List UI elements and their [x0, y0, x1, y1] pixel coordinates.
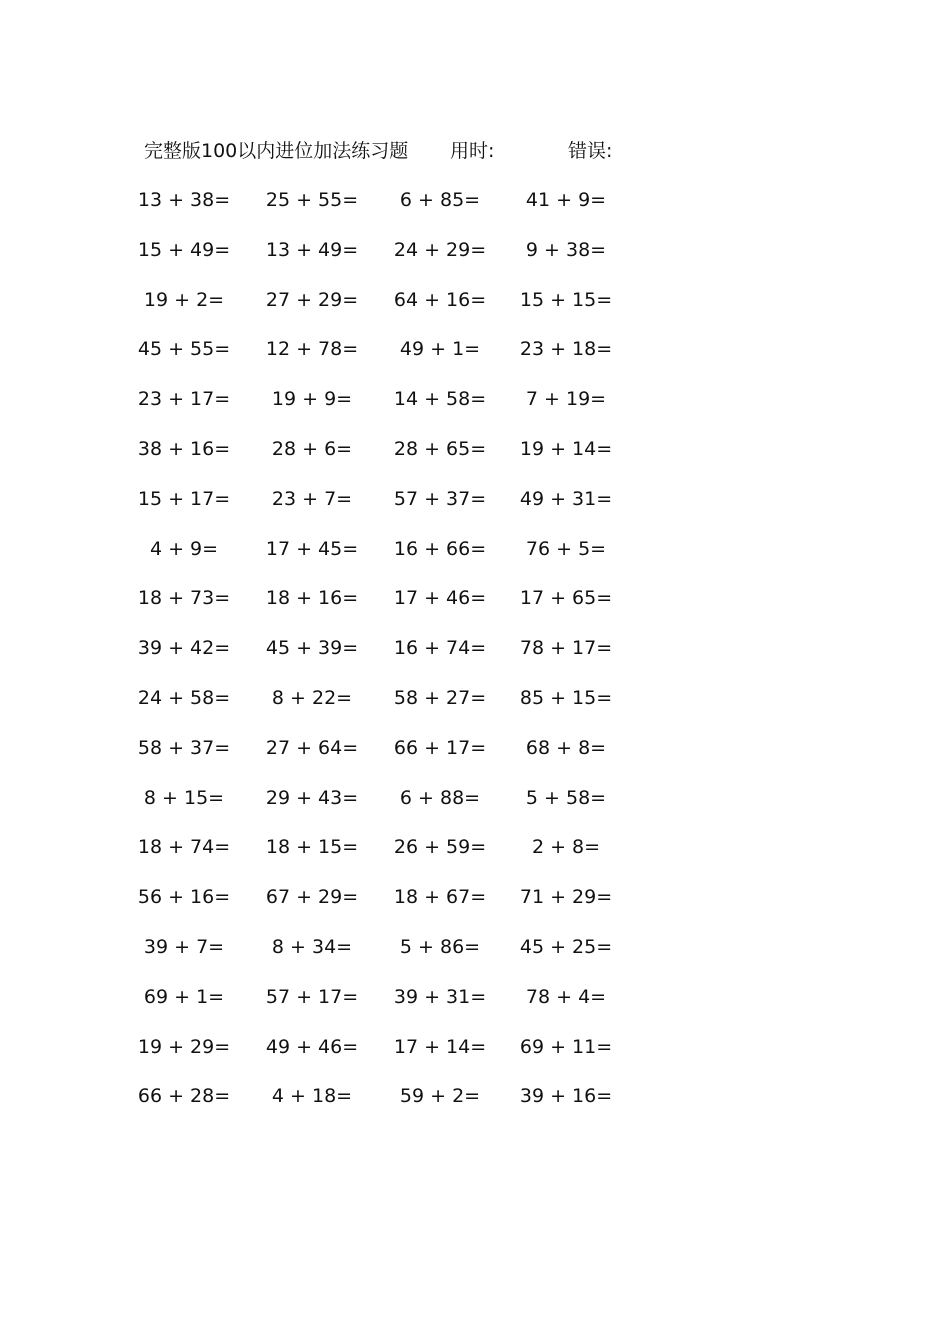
addition-problem: 58 + 27=	[393, 687, 487, 709]
addition-problem: 17 + 65=	[519, 587, 613, 610]
addition-problem: 23 + 7=	[271, 487, 353, 510]
addition-problem: 68 + 8=	[525, 736, 607, 759]
problem-row	[0, 633, 950, 663]
worksheet-title: 完整版100以内进位加法练习题	[144, 140, 409, 162]
addition-problem: 49 + 46=	[265, 1035, 359, 1058]
addition-problem: 16 + 74=	[393, 637, 487, 660]
addition-problem: 49 + 31=	[519, 487, 613, 510]
addition-problem: 45 + 25=	[519, 936, 613, 958]
addition-problem: 17 + 46=	[393, 587, 487, 610]
addition-problem: 26 + 59=	[393, 836, 487, 859]
addition-problem: 24 + 58=	[137, 687, 231, 709]
addition-problem: 4 + 9=	[149, 537, 219, 560]
addition-problem: 17 + 14=	[393, 1035, 487, 1058]
problem-row	[0, 683, 950, 713]
problem-row	[0, 982, 950, 1012]
problem-row	[0, 583, 950, 613]
addition-problem: 18 + 67=	[393, 886, 487, 909]
problem-row	[0, 783, 950, 813]
addition-problem: 38 + 16=	[137, 438, 231, 460]
addition-problem: 85 + 15=	[519, 687, 613, 709]
addition-problem: 15 + 15=	[519, 288, 613, 311]
addition-problem: 8 + 22=	[271, 687, 353, 709]
addition-problem: 4 + 18=	[271, 1085, 353, 1108]
addition-problem: 13 + 49=	[265, 238, 359, 261]
addition-problem: 8 + 34=	[271, 936, 353, 958]
problem-row	[0, 285, 950, 315]
addition-problem: 5 + 58=	[525, 786, 607, 809]
addition-problem: 15 + 49=	[137, 238, 231, 261]
problem-row	[0, 534, 950, 564]
addition-problem: 2 + 8=	[531, 836, 601, 859]
problem-row	[0, 185, 950, 215]
addition-problem: 28 + 65=	[393, 438, 487, 460]
addition-problem: 15 + 17=	[137, 487, 231, 510]
addition-problem: 8 + 15=	[143, 786, 225, 809]
addition-problem: 18 + 16=	[265, 587, 359, 610]
addition-problem: 18 + 73=	[137, 587, 231, 610]
addition-problem: 49 + 1=	[399, 338, 481, 361]
addition-problem: 27 + 64=	[265, 736, 359, 759]
addition-problem: 66 + 17=	[393, 736, 487, 759]
addition-problem: 19 + 14=	[519, 438, 613, 460]
addition-problem: 39 + 16=	[519, 1085, 613, 1108]
addition-problem: 23 + 17=	[137, 388, 231, 411]
addition-problem: 9 + 38=	[525, 238, 607, 261]
addition-problem: 57 + 37=	[393, 487, 487, 510]
problem-row	[0, 1032, 950, 1062]
addition-problem: 6 + 85=	[399, 189, 481, 211]
addition-problem: 25 + 55=	[265, 189, 359, 211]
addition-problem: 14 + 58=	[393, 388, 487, 411]
problem-row	[0, 384, 950, 414]
addition-problem: 39 + 31=	[393, 985, 487, 1008]
addition-problem: 58 + 37=	[137, 736, 231, 759]
problem-row	[0, 932, 950, 962]
addition-problem: 67 + 29=	[265, 886, 359, 909]
problem-row	[0, 334, 950, 364]
addition-problem: 66 + 28=	[137, 1085, 231, 1108]
addition-problem: 19 + 9=	[271, 388, 353, 411]
addition-problem: 12 + 78=	[265, 338, 359, 361]
addition-problem: 5 + 86=	[399, 936, 481, 958]
addition-problem: 7 + 19=	[525, 388, 607, 411]
problem-row	[0, 832, 950, 862]
addition-problem: 78 + 17=	[519, 637, 613, 660]
addition-problem: 13 + 38=	[137, 189, 231, 211]
addition-problem: 28 + 6=	[271, 438, 353, 460]
addition-problem: 69 + 1=	[143, 985, 225, 1008]
addition-problem: 39 + 42=	[137, 637, 231, 660]
addition-problem: 56 + 16=	[137, 886, 231, 909]
addition-problem: 18 + 15=	[265, 836, 359, 859]
addition-problem: 76 + 5=	[525, 537, 607, 560]
problem-row	[0, 733, 950, 763]
problem-row	[0, 1081, 950, 1111]
addition-problem: 41 + 9=	[525, 189, 607, 211]
addition-problem: 18 + 74=	[137, 836, 231, 859]
problem-row	[0, 882, 950, 912]
addition-problem: 24 + 29=	[393, 238, 487, 261]
addition-problem: 19 + 2=	[143, 288, 225, 311]
addition-problem: 71 + 29=	[519, 886, 613, 909]
addition-problem: 29 + 43=	[265, 786, 359, 809]
problem-row	[0, 235, 950, 265]
addition-problem: 19 + 29=	[137, 1035, 231, 1058]
addition-problem: 59 + 2=	[399, 1085, 481, 1108]
addition-problem: 45 + 55=	[137, 338, 231, 361]
error-label: 错误:	[568, 140, 613, 162]
addition-problem: 39 + 7=	[143, 936, 225, 958]
problem-row	[0, 484, 950, 514]
addition-problem: 78 + 4=	[525, 985, 607, 1008]
addition-problem: 57 + 17=	[265, 985, 359, 1008]
addition-problem: 23 + 18=	[519, 338, 613, 361]
addition-problem: 27 + 29=	[265, 288, 359, 311]
addition-problem: 6 + 88=	[399, 786, 481, 809]
addition-problem: 69 + 11=	[519, 1035, 613, 1058]
addition-problem: 45 + 39=	[265, 637, 359, 660]
time-label: 用时:	[450, 140, 495, 162]
addition-problem: 64 + 16=	[393, 288, 487, 311]
addition-problem: 16 + 66=	[393, 537, 487, 560]
addition-problem: 17 + 45=	[265, 537, 359, 560]
problem-row	[0, 434, 950, 464]
